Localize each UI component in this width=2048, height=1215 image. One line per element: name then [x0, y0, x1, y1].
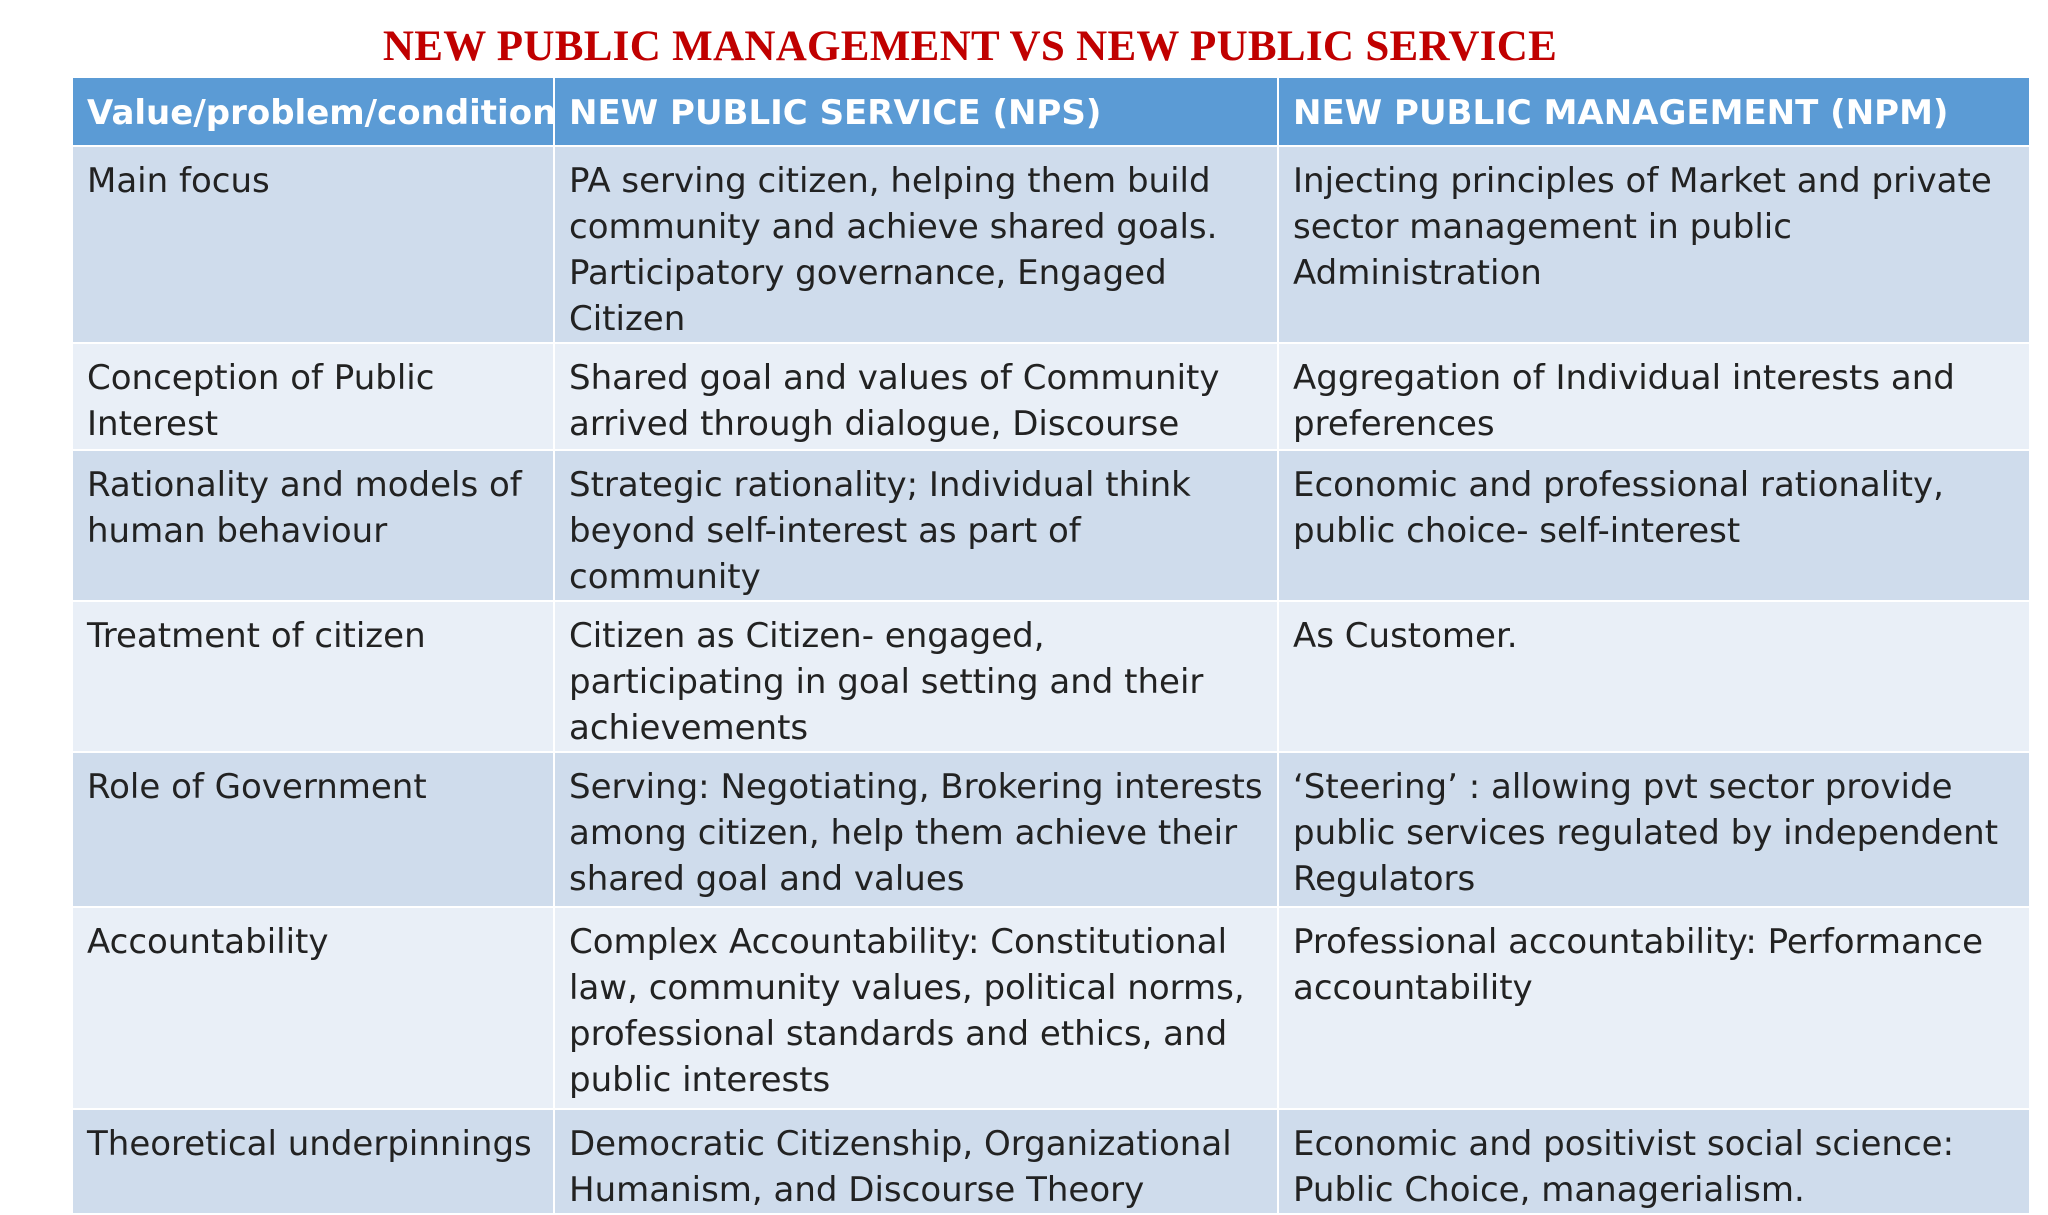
npm-cell: ‘Steering’ : allowing pvt sector provide public services regulated by independent Regulators — [1278, 752, 2030, 907]
npm-cell: Injecting principles of Market and private sector management in public Administration — [1278, 146, 2030, 343]
nps-cell: Citizen as Citizen- engaged, participating in goal setting and their achievements — [554, 601, 1278, 752]
table-row-treatment-of-citizen — [72, 601, 2030, 752]
table-row-public-interest — [72, 343, 2030, 450]
nps-cell: Shared goal and values of Community arrived through dialogue, Discourse — [554, 343, 1278, 450]
table-row-main-focus — [72, 146, 2030, 343]
header-nps: NEW PUBLIC SERVICE (NPS) — [554, 77, 1278, 146]
table-row-accountability — [72, 907, 2030, 1109]
nps-cell: Serving: Negotiating, Brokering interests among citizen, help them achieve their shared goal and values — [554, 752, 1278, 907]
page-title: NEW PUBLIC MANAGEMENT VS NEW PUBLIC SERVICE — [382, 23, 1558, 70]
nps-cell: Strategic rationality; Individual think beyond self-interest as part of community — [554, 450, 1278, 601]
table-row-rationality — [72, 450, 2030, 601]
row-label: Rationality and models of human behaviour — [72, 450, 554, 601]
row-label: Main focus — [72, 146, 554, 343]
comparison-table — [71, 76, 2031, 1215]
row-label: Conception of Public Interest — [72, 343, 554, 450]
table-row-role-of-government — [72, 752, 2030, 907]
nps-cell: Complex Accountability: Constitutional law, community values, political norms, professional standards and ethics, and public interests — [554, 907, 1278, 1109]
nps-cell: Democratic Citizenship, Organizational Humanism, and Discourse Theory — [554, 1109, 1278, 1214]
npm-cell: As Customer. — [1278, 601, 2030, 752]
table-header-row — [72, 77, 2030, 146]
header-value-problem-condition: Value/problem/condition — [72, 77, 554, 146]
npm-cell: Economic and professional rationality, public choice- self-interest — [1278, 450, 2030, 601]
npm-cell: Professional accountability: Performance accountability — [1278, 907, 2030, 1109]
row-label: Treatment of citizen — [72, 601, 554, 752]
header-npm: NEW PUBLIC MANAGEMENT (NPM) — [1278, 77, 2030, 146]
table-row-theoretical-underpinnings — [72, 1109, 2030, 1214]
row-label: Theoretical underpinnings — [72, 1109, 554, 1214]
npm-cell: Aggregation of Individual interests and preferences — [1278, 343, 2030, 450]
row-label: Role of Government — [72, 752, 554, 907]
nps-cell: PA serving citizen, helping them build community and achieve shared goals. Participatory governance, Engaged Citizen — [554, 146, 1278, 343]
row-label: Accountability — [72, 907, 554, 1109]
npm-cell: Economic and positivist social science: Public Choice, managerialism. — [1278, 1109, 2030, 1214]
